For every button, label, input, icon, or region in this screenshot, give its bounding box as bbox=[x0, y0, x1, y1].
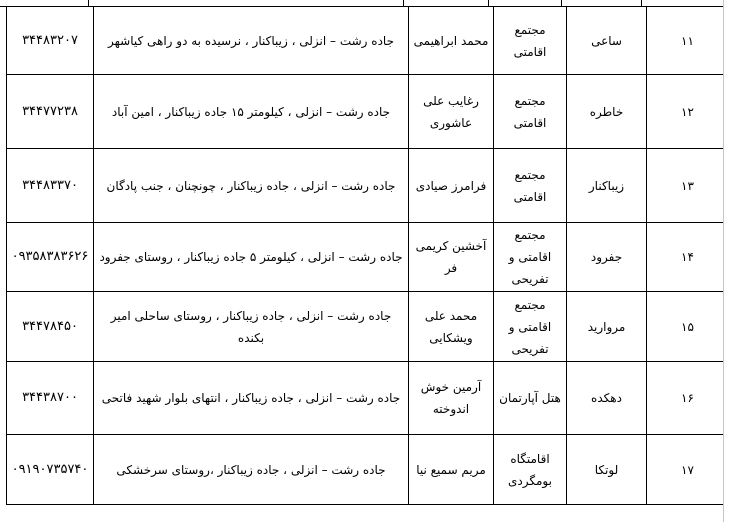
lodging-type: مجتمع اقامتی و تفریحی bbox=[494, 223, 567, 292]
lodging-type: مجتمع اقامتی bbox=[494, 75, 567, 149]
row-index: ۱۳ bbox=[647, 149, 729, 223]
lodging-name: زیباکنار bbox=[567, 149, 647, 223]
lodging-type: مجتمع اقامتی bbox=[494, 149, 567, 223]
address: جاده رشت – انزلی ، کیلومتر ۵ جاده زیباکنار ، روستای جفرود bbox=[94, 223, 409, 292]
address: جاده رشت – انزلی ، جاده زیباکنار ، انتهای بلوار شهید فاتحی bbox=[94, 362, 409, 435]
address: جاده رشت – انزلی ، جاده زیباکنار ،روستای سرخشکی bbox=[94, 435, 409, 505]
lodging-type: اقامتگاه بومگردی bbox=[494, 435, 567, 505]
phone: ۳۴۴۸۳۳۷۰ bbox=[7, 149, 94, 223]
phone: ۳۴۴۳۸۷۰۰ bbox=[7, 362, 94, 435]
phone: ۰۹۳۵۸۳۸۳۶۲۶ bbox=[7, 223, 94, 292]
table-row bbox=[7, 149, 729, 223]
lodging-table bbox=[6, 6, 729, 505]
address: جاده رشت – انزلی ، جاده زیباکنار ، روستای ساحلی امیر بکنده bbox=[94, 292, 409, 362]
lodging-name: لوتکا bbox=[567, 435, 647, 505]
address: جاده رشت – انزلی ، جاده زیباکنار ، چونچنان ، جنب پادگان bbox=[94, 149, 409, 223]
lodging-name: جفرود bbox=[567, 223, 647, 292]
table-row bbox=[7, 223, 729, 292]
lodging-name: خاطره bbox=[567, 75, 647, 149]
page-edge-gutter bbox=[723, 0, 730, 522]
lodging-type: مجتمع اقامتی و تفریحی bbox=[494, 292, 567, 362]
address: جاده رشت – انزلی ، زیباکنار ، نرسیده به دو راهی کیاشهر bbox=[94, 7, 409, 75]
table-row bbox=[7, 7, 729, 75]
lodging-name: مروارید bbox=[567, 292, 647, 362]
table-row bbox=[7, 435, 729, 505]
lodging-type: مجتمع اقامتی bbox=[494, 7, 567, 75]
phone: ۰۹۱۹۰۷۳۵۷۴۰ bbox=[7, 435, 94, 505]
owner-name: مریم سمیع نیا bbox=[409, 435, 494, 505]
table-row bbox=[7, 362, 729, 435]
row-index: ۱۵ bbox=[647, 292, 729, 362]
phone: ۳۴۴۷۸۴۵۰ bbox=[7, 292, 94, 362]
lodging-type: هتل آپارتمان bbox=[494, 362, 567, 435]
owner-name: رغایب علی عاشوری bbox=[409, 75, 494, 149]
owner-name: آرمین خوش اندوخته bbox=[409, 362, 494, 435]
phone: ۳۴۴۷۷۲۳۸ bbox=[7, 75, 94, 149]
table-row bbox=[7, 292, 729, 362]
owner-name: محمد ابراهیمی bbox=[409, 7, 494, 75]
table-row bbox=[7, 75, 729, 149]
owner-name: آخشین کریمی فر bbox=[409, 223, 494, 292]
row-index: ۱۲ bbox=[647, 75, 729, 149]
row-index: ۱۴ bbox=[647, 223, 729, 292]
table-body bbox=[7, 7, 729, 505]
phone: ۳۴۴۸۳۲۰۷ bbox=[7, 7, 94, 75]
row-index: ۱۷ bbox=[647, 435, 729, 505]
owner-name: فرامرز صیادی bbox=[409, 149, 494, 223]
row-index: ۱۱ bbox=[647, 7, 729, 75]
lodging-name: ساعی bbox=[567, 7, 647, 75]
address: جاده رشت – انزلی ، کیلومتر ۱۵ جاده زیباکنار ، امین آباد bbox=[94, 75, 409, 149]
owner-name: محمد علی ویشکایی bbox=[409, 292, 494, 362]
lodging-name: دهکده bbox=[567, 362, 647, 435]
row-index: ۱۶ bbox=[647, 362, 729, 435]
